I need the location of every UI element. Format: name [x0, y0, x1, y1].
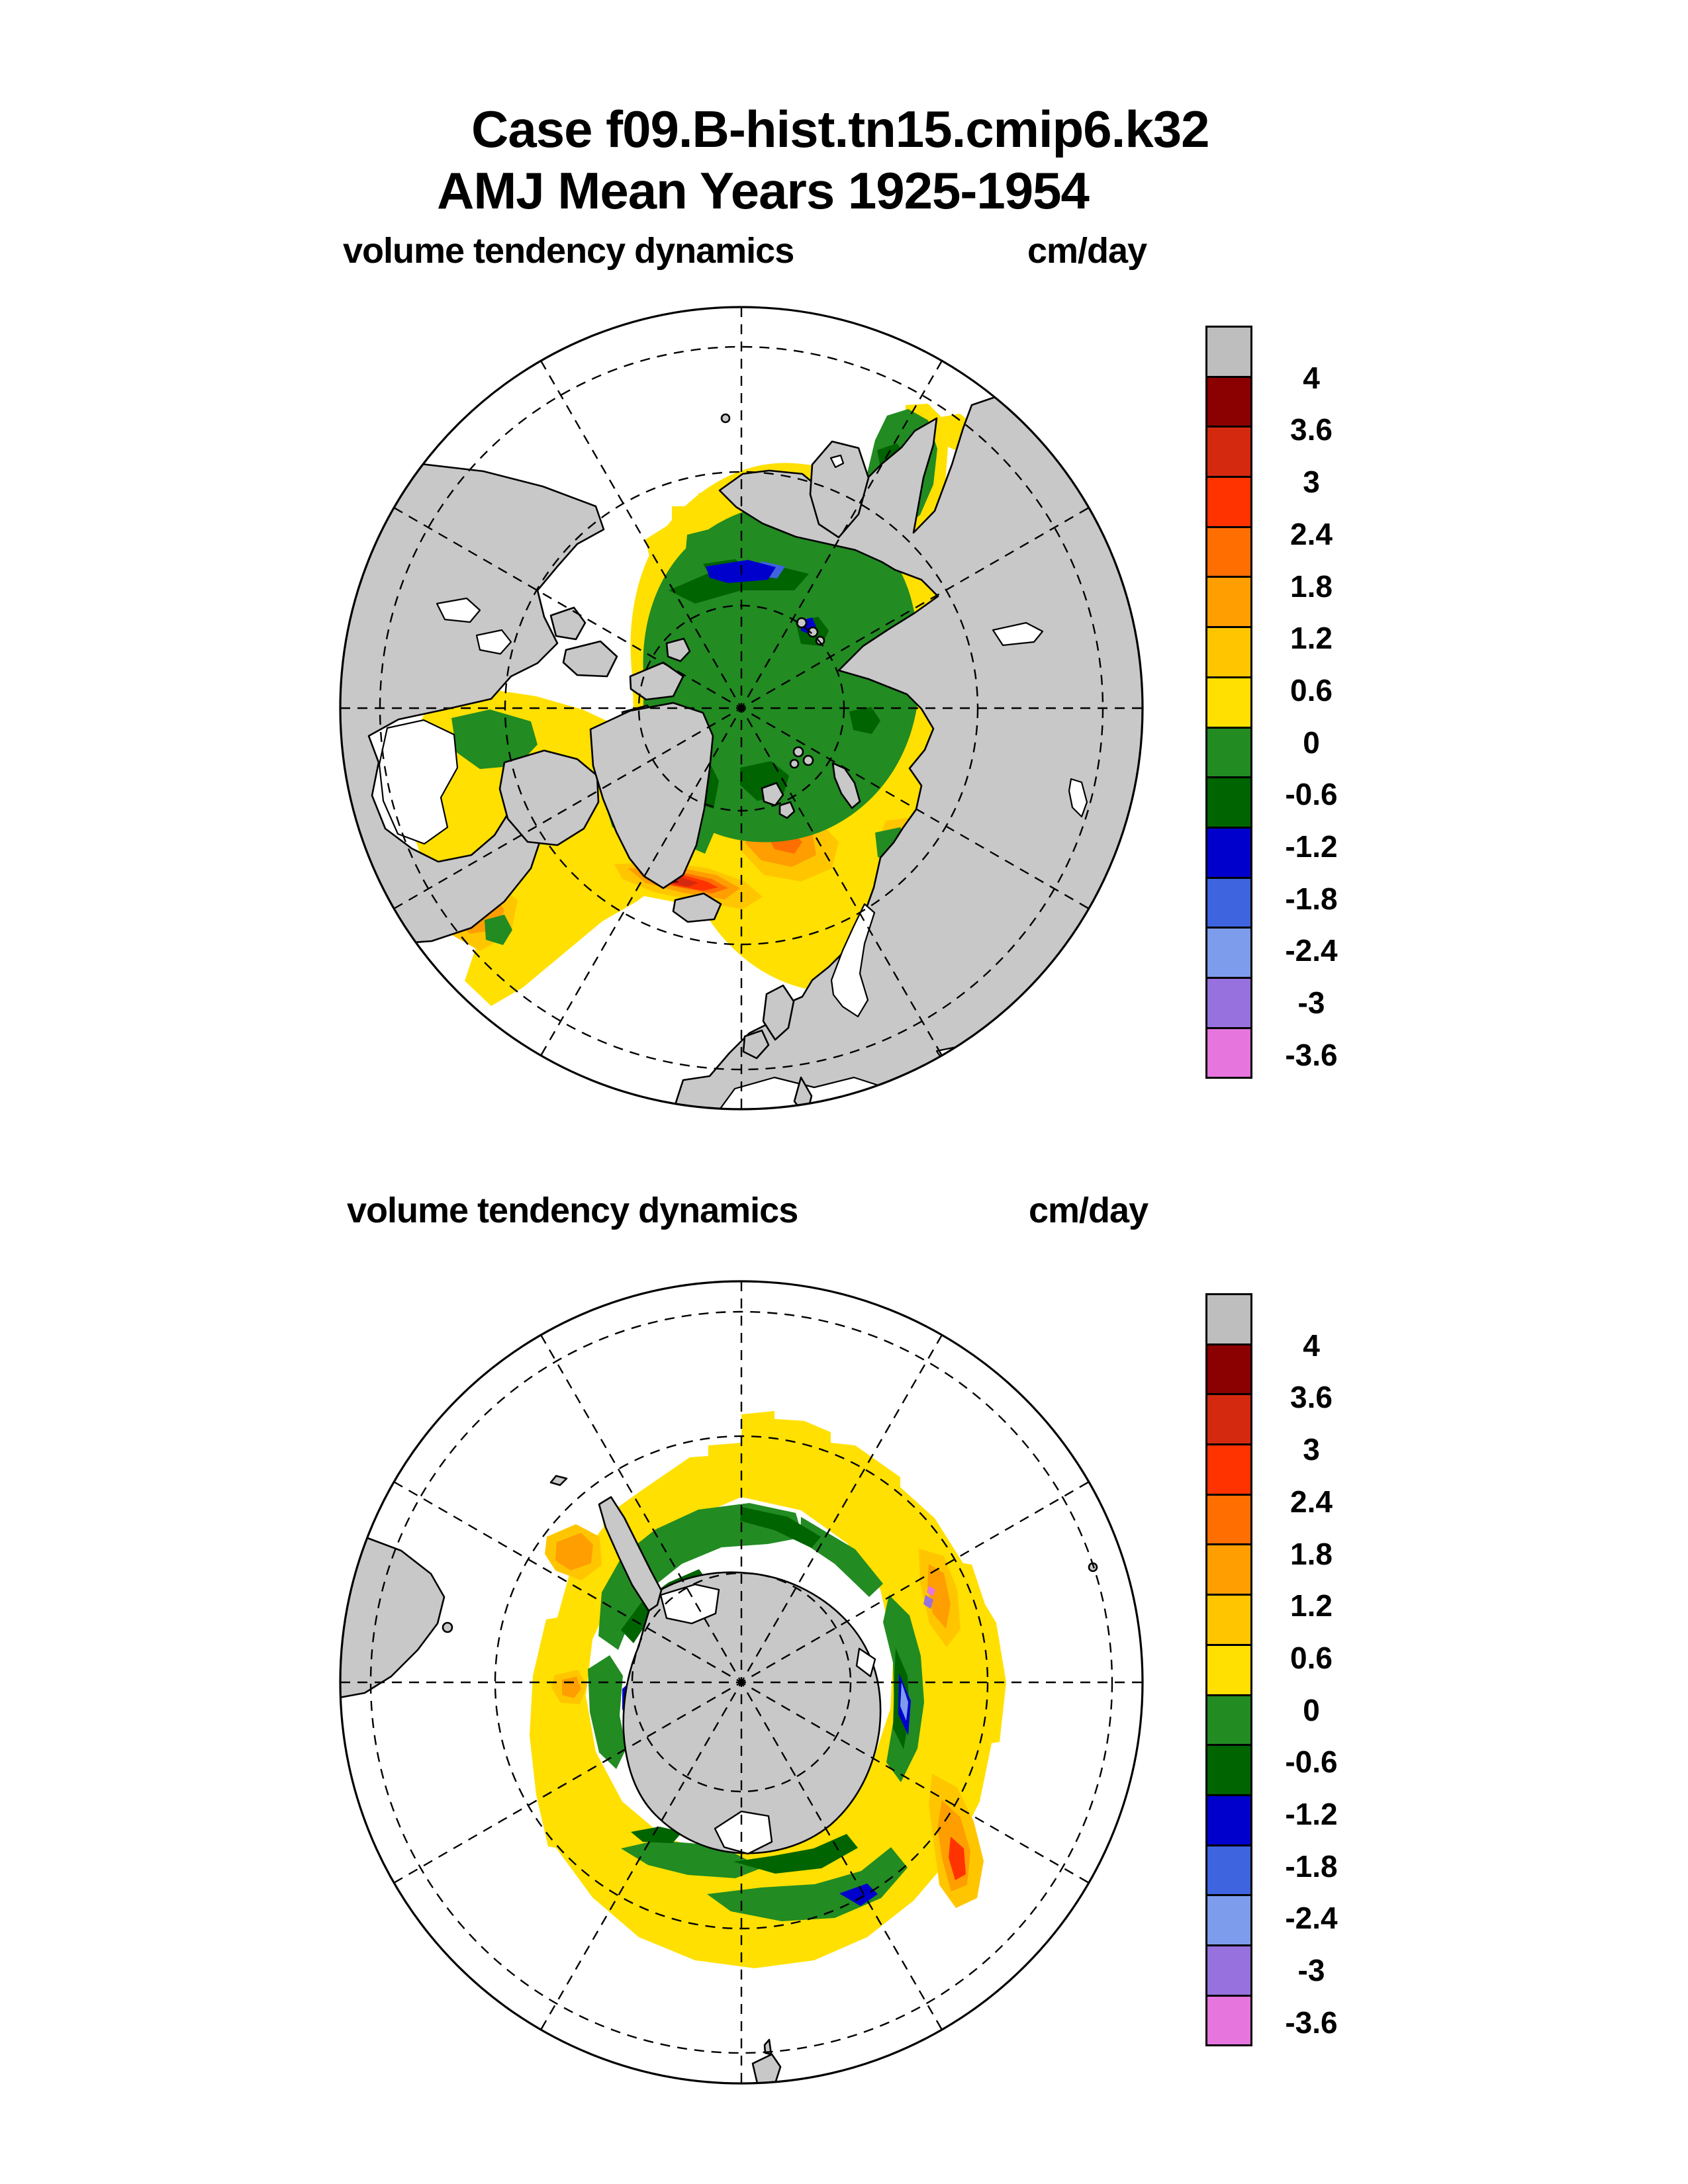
colorbar-tick-label: 3.6 [1290, 412, 1333, 447]
colorbar-tick-label: 1.8 [1290, 569, 1333, 604]
colorbar-swatch [1205, 1894, 1252, 1946]
colorbar-swatch [1205, 1944, 1252, 1997]
colorbar-tick-label: 0.6 [1290, 672, 1333, 707]
colorbar-tick-label: 0.6 [1290, 1640, 1333, 1675]
colorbar-swatch [1205, 1027, 1252, 1079]
colorbar-tick-label: -2.4 [1285, 1901, 1338, 1936]
season-years-title: AMJ Mean Years 1925-1954 [437, 161, 1089, 220]
south-polar-map [338, 1279, 1145, 2086]
colorbar-swatch [1205, 1293, 1252, 1345]
colorbar-tick-label: -1.8 [1285, 1848, 1338, 1884]
south-colorbar-boxes [1205, 1293, 1252, 2046]
colorbar-swatch [1205, 1594, 1252, 1646]
colorbar-tick-label: 3 [1303, 1432, 1320, 1467]
north-colorbar [1205, 326, 1378, 1113]
colorbar-tick-label: -1.2 [1285, 1797, 1338, 1831]
colorbar-swatch [1205, 776, 1252, 829]
colorbar-swatch [1205, 1995, 1252, 2047]
colorbar-tick-label: 2.4 [1290, 516, 1333, 551]
north-colorbar-boxes [1205, 326, 1252, 1079]
colorbar-tick-label: 1.2 [1290, 621, 1333, 656]
colorbar-tick-label: -3 [1297, 1953, 1325, 1988]
colorbar-swatch [1205, 1343, 1252, 1396]
north-panel-units-label: cm/day [1027, 231, 1147, 271]
colorbar-swatch [1205, 727, 1252, 779]
colorbar-swatch [1205, 1494, 1252, 1546]
colorbar-swatch [1205, 1644, 1252, 1696]
north-polar-map [338, 304, 1145, 1112]
colorbar-tick-label: -3 [1297, 985, 1325, 1021]
colorbar-tick-label: -3.6 [1285, 2005, 1338, 2040]
colorbar-tick-label: -1.8 [1285, 881, 1338, 916]
colorbar-swatch [1205, 1744, 1252, 1796]
colorbar-swatch [1205, 426, 1252, 478]
colorbar-swatch [1205, 1393, 1252, 1445]
colorbar-tick-label: -0.6 [1285, 1745, 1338, 1780]
colorbar-swatch [1205, 827, 1252, 879]
colorbar-tick-label: 0 [1303, 1692, 1320, 1727]
colorbar-swatch [1205, 1443, 1252, 1496]
colorbar-swatch [1205, 576, 1252, 628]
north-panel-variable-label: volume tendency dynamics [343, 231, 794, 271]
colorbar-tick-label: -3.6 [1285, 1037, 1338, 1072]
colorbar-swatch [1205, 927, 1252, 979]
colorbar-tick-label: -0.6 [1285, 777, 1338, 812]
colorbar-swatch [1205, 1543, 1252, 1596]
colorbar-swatch [1205, 326, 1252, 378]
colorbar-swatch [1205, 376, 1252, 428]
colorbar-swatch [1205, 626, 1252, 678]
colorbar-tick-label: -2.4 [1285, 933, 1338, 968]
south-colorbar [1205, 1293, 1378, 2081]
colorbar-tick-label: 4 [1303, 1328, 1320, 1363]
colorbar-swatch [1205, 476, 1252, 528]
colorbar-tick-label: 2.4 [1290, 1484, 1333, 1519]
colorbar-tick-label: 1.8 [1290, 1536, 1333, 1571]
south-panel-variable-label: volume tendency dynamics [347, 1191, 798, 1230]
south-panel-units-label: cm/day [1029, 1191, 1149, 1230]
colorbar-tick-label: 4 [1303, 360, 1320, 395]
colorbar-swatch [1205, 676, 1252, 729]
colorbar-tick-label: -1.2 [1285, 829, 1338, 864]
colorbar-tick-label: 0 [1303, 725, 1320, 760]
colorbar-tick-label: 1.2 [1290, 1588, 1333, 1623]
colorbar-swatch [1205, 1694, 1252, 1747]
colorbar-tick-label: 3.6 [1290, 1380, 1333, 1415]
colorbar-swatch [1205, 1844, 1252, 1897]
colorbar-swatch [1205, 877, 1252, 929]
case-title: Case f09.B-hist.tn15.cmip6.k32 [471, 100, 1209, 158]
colorbar-swatch [1205, 526, 1252, 578]
colorbar-tick-label: 3 [1303, 465, 1320, 500]
colorbar-swatch [1205, 1794, 1252, 1846]
colorbar-swatch [1205, 977, 1252, 1029]
